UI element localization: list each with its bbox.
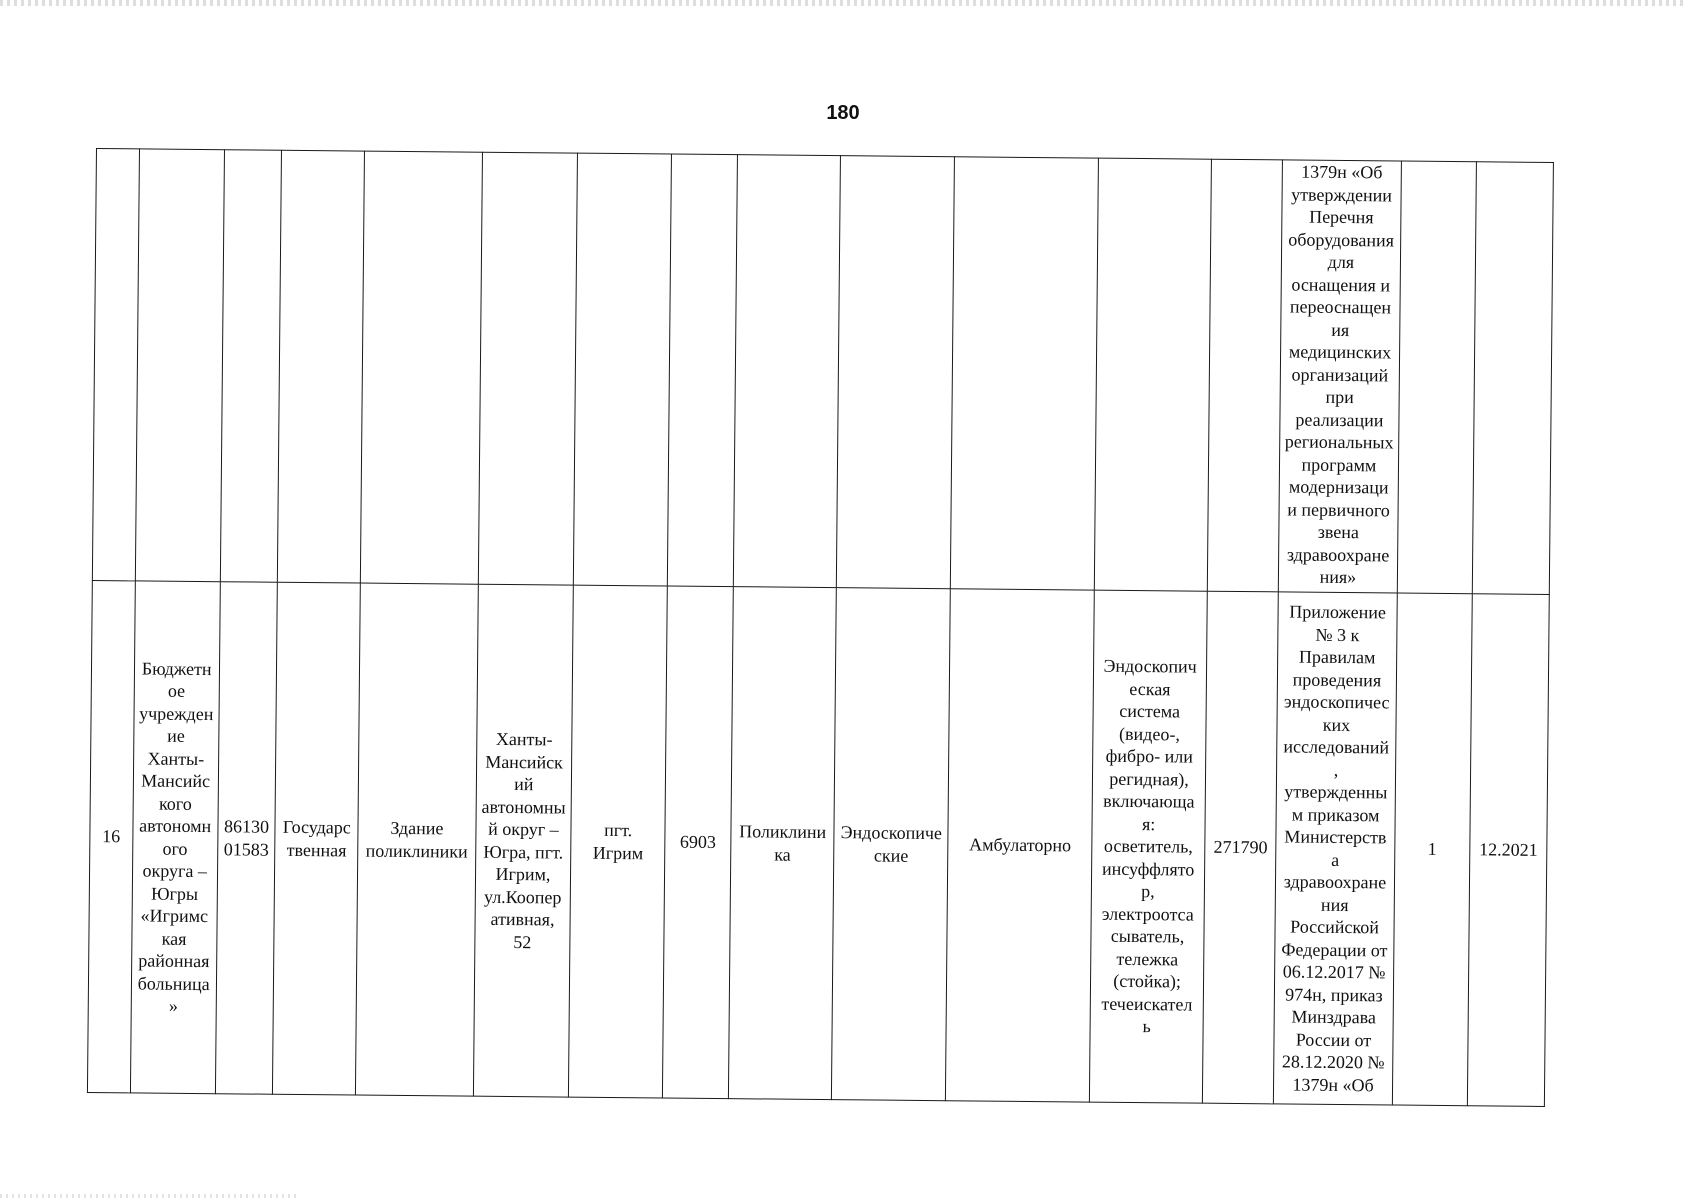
table-row-continuation <box>92 149 1553 595</box>
cell-text-line: модернизаци <box>1288 476 1389 498</box>
cell-text-line: Министерств <box>1284 826 1387 848</box>
cell-text-line: здравоохране <box>1283 871 1387 893</box>
cell-text-line: Мансийск <box>485 751 563 773</box>
cell-text-line: ния» <box>1319 566 1357 588</box>
cell-text-line: утвержденны <box>1284 781 1388 803</box>
cell-address <box>478 152 578 585</box>
cell-building <box>361 151 482 584</box>
cell-text-line: эндоскопичес <box>1283 691 1390 713</box>
equipment-table <box>87 148 1554 1107</box>
cell-text-line: при <box>1325 386 1354 408</box>
cell-quantity <box>1397 161 1477 594</box>
cell-number <box>92 149 139 581</box>
cell-text-line: Бюджетн <box>141 657 212 679</box>
cell-ownership <box>273 582 361 1095</box>
cell-text-line: переоснащен <box>1289 296 1392 318</box>
cell-equipment <box>1094 158 1211 591</box>
cell-text-line: 86130 <box>223 816 270 837</box>
cell-text-line: ия <box>1331 319 1350 340</box>
cell-building <box>356 583 478 1096</box>
cell-text-line: (видео-, <box>1119 723 1180 745</box>
cell-text-line: Югры <box>150 883 199 904</box>
cell-text-line: реализации <box>1295 409 1384 430</box>
cell-text-line: инсуффлято <box>1102 858 1195 880</box>
cell-text-line: «Игримс <box>140 905 209 927</box>
cell-unit <box>733 155 840 588</box>
cell-number-6903 <box>667 154 737 587</box>
cell-equipment-code: 271790 <box>1202 591 1278 1104</box>
cell-text-line: я: <box>1141 813 1156 834</box>
cell-text-line: № 3 к <box>1315 624 1360 645</box>
cell-quantity: 1 <box>1392 593 1473 1106</box>
cell-text-line: Ханты- <box>495 728 553 750</box>
cell-text-line: автономны <box>481 796 566 818</box>
cell-text-line: (стойка); <box>1113 971 1182 992</box>
cell-text-line: регидная), <box>1109 768 1189 790</box>
cell-care-mode <box>951 157 1099 590</box>
cell-text-line: включающа <box>1103 790 1195 812</box>
cell-unit <box>729 587 837 1100</box>
cell-text-line: Игрим <box>592 842 644 863</box>
cell-text-line: система <box>1119 701 1181 722</box>
cell-code <box>220 150 282 583</box>
cell-text-line: организаций <box>1291 363 1389 385</box>
cell-text-line: 1379н «Об <box>1301 161 1383 183</box>
scan-edge-top <box>0 0 1686 6</box>
cell-text-line: Здание <box>390 817 444 839</box>
cell-text-line: фибро- или <box>1105 745 1193 767</box>
cell-text-line: исследований <box>1283 736 1390 758</box>
cell-text-line: Государс <box>282 816 351 838</box>
cell-text-line: сыватель, <box>1110 926 1185 947</box>
cell-address <box>473 584 574 1097</box>
cell-text-line: Федерации от <box>1281 938 1388 960</box>
cell-text-line: кого <box>158 793 192 814</box>
cell-text-line: Приложение <box>1289 601 1386 623</box>
cell-text-line: кая <box>161 928 187 949</box>
cell-text-line: оснащения и <box>1291 273 1391 295</box>
cell-text-line: электроотса <box>1101 903 1194 925</box>
cell-text-line: 01583 <box>223 838 269 860</box>
cell-type <box>832 588 951 1101</box>
cell-text-line: больница <box>137 972 210 994</box>
cell-text-line: р, <box>1141 881 1155 902</box>
cell-text-line: Игрим, <box>495 863 551 885</box>
cell-text-line: Югра, пгт. <box>483 841 564 863</box>
table-row-16 <box>87 580 1549 1106</box>
cell-text-line: автономн <box>139 815 212 837</box>
cell-text-line: России от <box>1295 1029 1372 1050</box>
cell-legal-basis <box>1279 160 1401 593</box>
cell-text-line: еская <box>1129 678 1171 700</box>
cell-institution <box>135 149 224 582</box>
cell-text-line: ул.Коопер <box>483 886 562 908</box>
cell-text-line: округа – <box>142 860 208 882</box>
cell-date <box>1472 162 1553 595</box>
cell-text-line: здравоохране <box>1286 543 1390 565</box>
cell-text-line: ка <box>774 844 791 865</box>
cell-text-line: Поликлини <box>739 821 827 843</box>
cell-text-line: ких <box>1322 714 1351 735</box>
cell-text-line: Российской <box>1290 916 1380 938</box>
cell-text-line: » <box>168 995 179 1016</box>
cell-type <box>837 156 955 589</box>
cell-locality <box>574 153 672 586</box>
cell-text-line: ния <box>1320 894 1349 915</box>
cell-text-line: пгт. <box>604 819 633 841</box>
cell-care-mode: Амбулаторно <box>946 589 1095 1102</box>
cell-text-line: районная <box>138 950 210 972</box>
cell-text-line: 1379н «Об <box>1292 1074 1374 1095</box>
cell-text-line: Минздрава <box>1291 1006 1377 1028</box>
cell-text-line: утверждении <box>1291 183 1393 205</box>
cell-number: 16 <box>87 580 135 1092</box>
cell-text-line: ого <box>162 838 188 859</box>
cell-text-line: для <box>1327 251 1355 273</box>
cell-text-line: осветитель, <box>1103 835 1193 857</box>
cell-text-line: ие <box>167 725 185 746</box>
page-number: 180 <box>826 102 860 124</box>
cell-text-line: проведения <box>1292 669 1382 690</box>
cell-text-line: течеискател <box>1101 993 1193 1015</box>
cell-text-line: 28.12.2020 № <box>1281 1051 1385 1073</box>
cell-text-line: , <box>1333 759 1339 780</box>
cell-text-line: Правилам <box>1298 646 1376 668</box>
cell-text-line: ое <box>167 680 186 701</box>
cell-text-line: звена <box>1317 521 1360 543</box>
cell-text-line: а <box>1331 849 1340 870</box>
cell-text-line: 974н, приказ <box>1285 983 1383 1005</box>
cell-text-line: медицинских <box>1288 341 1392 363</box>
cell-equipment-code <box>1207 159 1282 592</box>
cell-text-line: ативная, <box>490 908 555 930</box>
cell-text-line: твенная <box>286 839 347 860</box>
scan-edge-bottom <box>0 1194 300 1198</box>
cell-text-line: и первичного <box>1287 498 1390 520</box>
cell-text-line: оборудования <box>1288 228 1395 250</box>
cell-text-line: Мансийс <box>141 770 211 792</box>
cell-legal-basis <box>1274 592 1397 1105</box>
cell-text-line: м приказом <box>1291 804 1380 825</box>
cell-ownership <box>278 150 365 583</box>
cell-text-line: ские <box>873 845 909 866</box>
cell-text-line: Перечня <box>1309 206 1374 228</box>
cell-text-line: поликлиники <box>365 840 468 862</box>
cell-code <box>215 582 277 1095</box>
cell-number-6903: 6903 <box>662 586 733 1099</box>
cell-text-line: учрежден <box>139 702 214 724</box>
cell-date: 12.2021 <box>1468 594 1550 1107</box>
cell-text-line: 52 <box>513 931 532 952</box>
cell-locality <box>569 585 668 1098</box>
cell-institution <box>130 581 220 1094</box>
cell-text-line: 06.12.2017 № <box>1282 961 1386 983</box>
cell-text-line: региональных <box>1284 431 1394 453</box>
cell-text-line: тележка <box>1116 948 1179 970</box>
cell-text-line: ь <box>1142 1016 1151 1037</box>
cell-equipment <box>1090 590 1208 1103</box>
cell-text-line: ий <box>514 774 534 795</box>
cell-text-line: Эндоскопич <box>1103 655 1197 677</box>
cell-text-line: Ханты- <box>147 748 205 769</box>
cell-text-line: программ <box>1301 454 1377 475</box>
cell-text-line: й округ – <box>488 818 559 840</box>
cell-text-line: Эндоскопиче <box>840 822 943 844</box>
